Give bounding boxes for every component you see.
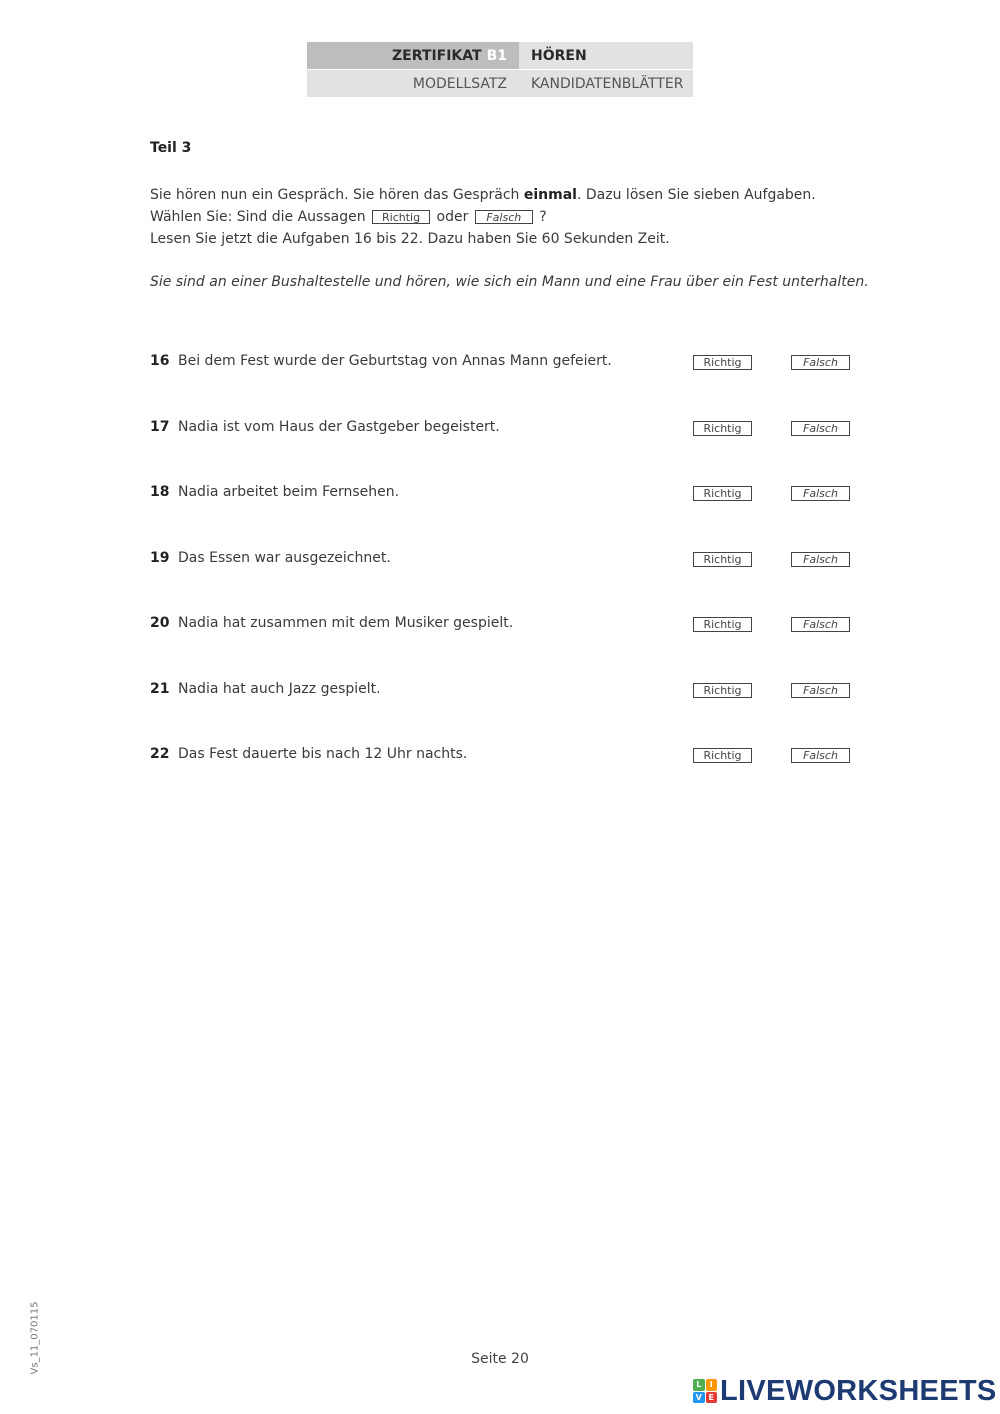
header-row-title: [307, 42, 693, 69]
richtig-option[interactable]: Richtig: [693, 748, 752, 763]
question-22: [150, 746, 850, 766]
falsch-option[interactable]: Falsch: [791, 421, 850, 436]
brand-name: LIVEWORKSHEETS: [720, 1375, 997, 1407]
falsch-option[interactable]: Falsch: [791, 683, 850, 698]
richtig-option[interactable]: Richtig: [693, 486, 752, 501]
exam-name-cell: [307, 42, 519, 69]
question-number: 19: [150, 550, 170, 566]
richtig-option[interactable]: Richtig: [693, 552, 752, 567]
exam-name: ZERTIFIKAT: [392, 47, 482, 64]
question-text: Nadia arbeitet beim Fernsehen.: [178, 484, 400, 500]
richtig-option[interactable]: Richtig: [693, 617, 752, 632]
header-row-subtitle: [307, 70, 693, 97]
question-20: [150, 615, 850, 635]
instruction-line-1: [150, 187, 816, 203]
module-name: HÖREN: [519, 42, 693, 69]
liveworksheets-logo[interactable]: [693, 1376, 997, 1406]
instruction-text: oder: [436, 209, 469, 225]
instruction-emphasis: einmal: [523, 187, 577, 203]
set-name: MODELLSATZ: [307, 70, 519, 97]
falsch-option[interactable]: Falsch: [791, 748, 850, 763]
falsch-option[interactable]: Falsch: [791, 552, 850, 567]
instruction-line-2: [150, 209, 547, 225]
question-18: [150, 484, 850, 504]
falsch-option[interactable]: Falsch: [791, 355, 850, 370]
question-19: [150, 550, 850, 570]
question-number: 21: [150, 681, 170, 697]
question-number: 22: [150, 746, 170, 762]
section-title: Teil 3: [150, 140, 192, 156]
liveworksheets-icon: [693, 1379, 717, 1403]
question-text: Nadia hat zusammen mit dem Musiker gespielt.: [178, 615, 514, 631]
instruction-text: ?: [539, 209, 547, 225]
question-number: 18: [150, 484, 170, 500]
question-16: [150, 353, 850, 373]
exam-level: B1: [486, 47, 507, 64]
scenario-text: Sie sind an einer Bushaltestelle und hören, wie sich ein Mann und eine Frau über ein Fest unterhalten.: [150, 274, 869, 290]
falsch-option[interactable]: Falsch: [791, 617, 850, 632]
question-text: Das Essen war ausgezeichnet.: [178, 550, 391, 566]
falsch-option[interactable]: Falsch: [791, 486, 850, 501]
question-21: [150, 681, 850, 701]
question-number: 20: [150, 615, 170, 631]
logo-letter: E: [706, 1392, 718, 1404]
exam-header: [307, 42, 693, 97]
question-number: 17: [150, 419, 170, 435]
instruction-text: Wählen Sie: Sind die Aussagen: [150, 209, 366, 225]
logo-letter: L: [693, 1379, 705, 1391]
sheet-name: KANDIDATENBLÄTTER: [519, 70, 693, 97]
question-text: Nadia hat auch Jazz gespielt.: [178, 681, 381, 697]
question-text: Bei dem Fest wurde der Geburtstag von Annas Mann gefeiert.: [178, 353, 612, 369]
instruction-line-3: Lesen Sie jetzt die Aufgaben 16 bis 22. Dazu haben Sie 60 Sekunden Zeit.: [150, 231, 670, 247]
logo-letter: V: [693, 1392, 705, 1404]
logo-letter: I: [706, 1379, 718, 1391]
example-richtig-box: Richtig: [372, 210, 430, 224]
instruction-text: . Dazu lösen Sie sieben Aufgaben.: [577, 187, 816, 203]
document-code: Vs_11_070115: [29, 1301, 41, 1375]
richtig-option[interactable]: Richtig: [693, 355, 752, 370]
example-falsch-box: Falsch: [475, 210, 533, 224]
richtig-option[interactable]: Richtig: [693, 421, 752, 436]
question-text: Das Fest dauerte bis nach 12 Uhr nachts.: [178, 746, 468, 762]
page-number: Seite 20: [471, 1351, 529, 1367]
instruction-text: Sie hören nun ein Gespräch. Sie hören das Gespräch: [150, 187, 524, 203]
richtig-option[interactable]: Richtig: [693, 683, 752, 698]
question-number: 16: [150, 353, 170, 369]
question-17: [150, 419, 850, 439]
question-text: Nadia ist vom Haus der Gastgeber begeistert.: [178, 419, 500, 435]
